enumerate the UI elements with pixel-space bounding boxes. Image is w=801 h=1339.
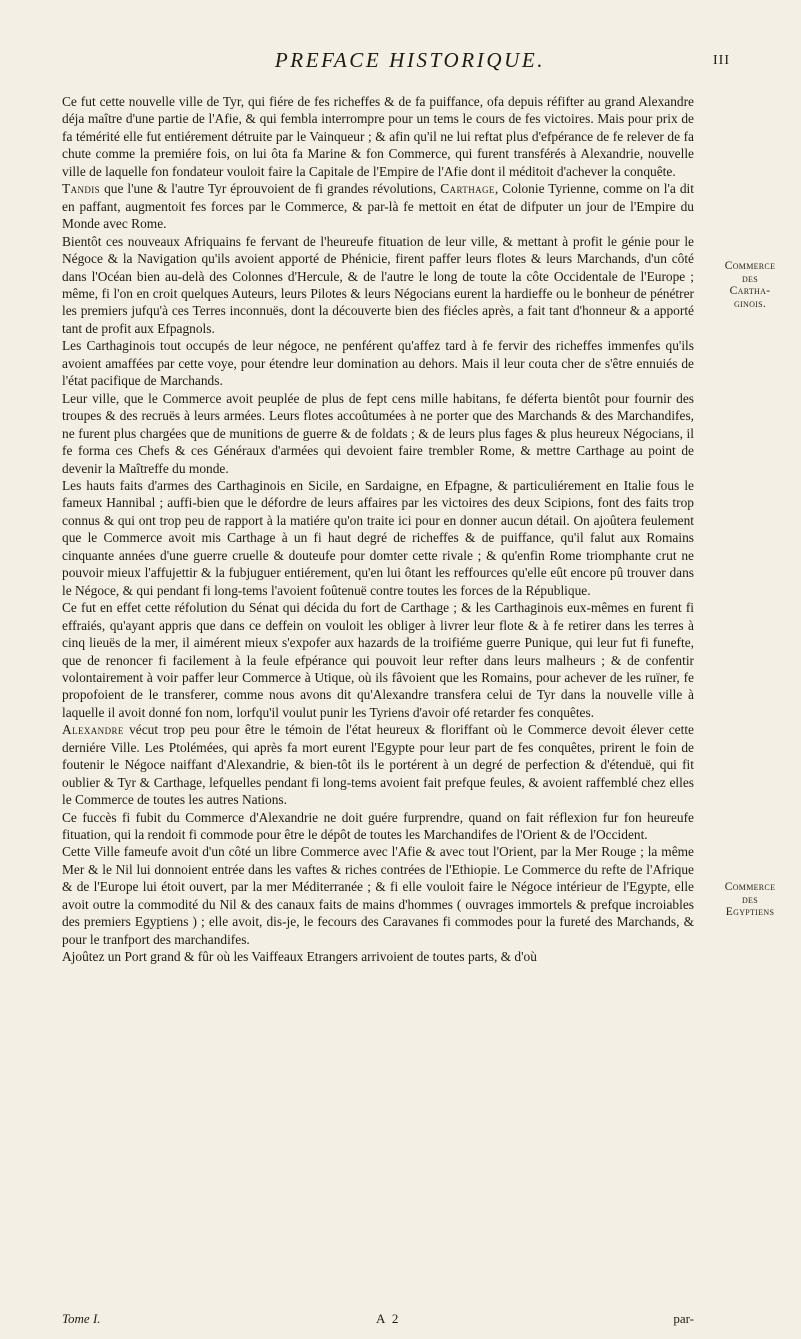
margin-note-line: ginois. <box>733 297 767 310</box>
paragraph: Les hauts faits d'armes des Carthaginois en Sicile, en Sardaigne, en Efpagne, & particuliérement en Italie fous le fameux Hannibal ; auffi-bien que le défordre de leurs affaires par les victoires des deux Scipions, font des faits trop connus & qui ont trop peu de rapport à la matiére qu'on traite ici pour en donner aucun détail. On ajoûtera feulement que le Commerce avoit mis Carthage à un fi haut degré de richeffes & de puiffance, qu'il falut aux Romains cinquante années d'une guerre cruelle & douteufe pour domter cette rivale ; & qu'enfin Rome triomphante crut ne pouvoir mieux l'affujettir & la fubjuguer entiérement, qu'en lui ôtant les reffources qu'elle eût encore pû trouver dans le Négoce, & qui pendant fi long-tems l'avoient foûtenuë contre toutes les forces de la République. <box>62 477 694 598</box>
paragraph: Ce fut cette nouvelle ville de Tyr, qui fiére de fes richeffes & de fa puiffance, ofa depuis réfifter au grand Alexandre déja maître d'une partie de l'Afie, & qui fembla interrompre pour un tems le cours de fes victoires. Mais pour prix de fa témérité elle fut entiérement détruite par le Vainqueur ; & afin qu'il ne lui reftat plus d'efpérance de fe relever de fa chute comme la premiére fois, on lui ôta fa Marine & fon Commerce, qui furent transférés à Alexandrie, nouvelle ville de laquelle fon fondateur vouloit faire la Capitale de l'Empire de l'Afie dont il méditoit d'achever la conquête. <box>62 94 694 179</box>
paragraph <box>62 180 694 232</box>
paragraph-text: que l'une & l'autre Tyr éprouvoient de fi grandes révolutions, <box>100 181 441 197</box>
paragraph: Ce fuccès fi fubit du Commerce d'Alexandrie ne doit guére furprendre, quand on fait réflexion fur fon heureufe fituation, qui la rendoit fi commode pour être le dépôt de toutes les Marchandifes de l'Orient & de l'Occident. <box>62 809 694 843</box>
lead-word: Tandis <box>62 181 101 197</box>
paragraph: Ce fut en effet cette réfolution du Sénat qui décida du fort de Carthage ; & les Carthaginois eux-mêmes en furent fi effraiés, qu'ayant appris que dans ce deffein on vouloit les obliger à livrer leur flote & à fe retirer dans les terres à cinq lieuës de la mer, il aimérent mieux s'expofer aux hazards de la troifiéme guerre Punique, qui leur fut fi funefte, que de renoncer fi facilement à la feule efpérance qui pouvoit leur refter dans leurs malheurs ; & de confentir volontairement à voir paffer leur Commerce à Utique, où ils fâvoient que les Romains, pour achever de les ruïner, fe propofoient de le transferer, comme nous avons dit qu'Alexandre transfera celui de Tyr dans la nouvelle ville à laquelle il avoit donné fon nom, lorfqu'il voulut punir les Tyriens d'avoir ofé retarder fes conquêtes. <box>62 600 694 720</box>
margin-note-line: des <box>741 893 758 906</box>
signature-mark: A 2 <box>376 1311 401 1326</box>
paragraph: Ajoûtez un Port grand & fûr où les Vaiffeaux Etrangers arrivoient de toutes parts, & d'où <box>62 949 537 965</box>
margin-note-carthaginois <box>700 260 800 310</box>
margin-note-line: Commerce <box>724 260 776 272</box>
tome-label: Tome I. <box>62 1311 101 1326</box>
margin-note-egyptiens <box>700 881 800 919</box>
paragraph: Bientôt ces nouveaux Afriquains fe fervant de l'heureufe fituation de leur ville, & mettant à profit le génie pour le Négoce & la Navigation qu'ils avoient apporté de Phénicie, firent paffer leurs flotes & leurs Marchands, d'un côté dans l'Océan bien au-delà des Colonnes d'Hercule, & de l'autre le long de toute la côte Occidentale de l'Europe ; même, fi l'on en croit quelques Auteurs, leurs Pilotes & leurs Négocians eurent la hardieffe ou le bonheur de pénétrer les premiers jufqu'à ces Terres inconnuës, dont la découverte bien des fiécles après, a fait tant d'honneur & a apporté tant de profit aux Efpagnols. <box>62 233 694 336</box>
paragraph <box>62 721 694 808</box>
body-text <box>62 93 694 966</box>
catchword: par- <box>673 1311 694 1326</box>
carthage-word: Carthage <box>440 181 495 197</box>
paragraph: Les Carthaginois tout occupés de leur négoce, ne penférent qu'affez tard à fe fervir des richeffes immenfes qu'ils avoient amaffées par cette voye, pour étendre leur domination au dehors. Mais il leur couta cher de s'être ennuiés de l'état pacifique de Marchands. <box>62 338 694 389</box>
paragraph-text: , Colonie Tyrienne, comme on l'a dit en paffant, augmentoit fes forces par le Commerce, & par-là fe mettoit en état de difputer un jour de l'Empire du Monde avec Rome. <box>62 181 694 232</box>
paragraph: Leur ville, que le Commerce avoit peuplée de plus de fept cens mille habitans, fe déferta bientôt pour fournir des troupes & des recruës à leurs armées. Leurs flotes accoûtumées à ne porter que des Marchands & des Marchandifes, ne furent plus chargées que de munitions de guerre & de foldats ; & de leurs plus fages & plus heureux Négocians, il fe forma ces Chefs & ces Généraux d'armées qui devoient faire trembler Rome, & mettre Carthage au point de devenir la Maîtreffe du monde. <box>62 390 694 476</box>
paragraph: Cette Ville fameufe avoit d'un côté un libre Commerce avec l'Afie & avec tout l'Orient, par la Mer Rouge ; la même Mer & le Nil lui donnoient entrée dans les vaftes & riches contrées de l'Ethiopie. Le Commerce du refte de l'Afrique & de l'Europe lui étoit ouvert, par la mer Méditerranée ; & fi elle vouloit faire le Négoce intérieur de l'Egypte, elle avoit outre la commodité du Nil & des canaux faits de mains d'hommes ( ouvrages immortels & prefque incroiables des premiers Egyptiens ) ; elle avoit, dis-je, le fecours des Caravanes fi commodes pour la fureté des Marchands, & pour le tranfport des marchandifes. <box>62 844 694 947</box>
lead-word: Alexandre <box>62 722 124 738</box>
margin-note-line: Cartha- <box>729 285 771 297</box>
margin-note-line: Commerce <box>724 881 776 893</box>
margin-note-line: des <box>741 272 758 285</box>
running-title: PREFACE HISTORIQUE. <box>274 48 546 72</box>
page-number: III <box>713 53 730 68</box>
page-header <box>90 48 730 78</box>
page-footer <box>62 1311 694 1331</box>
paragraph-text: vécut trop peu pour être le témoin de l'état heureux & floriffant où le Commerce devoit élever cette derniére Ville. Les Ptolémées, qui après fa mort eurent l'Egypte pour leur part de fes conquêtes, prirent le foin de foutenir le Négoce naiffant d'Alexandrie, & bien-tôt ils le portérent à un degré de perfection & d'étenduë, qui fit oublier & Tyr & Carthage, lefquelles pendant fi long-tems avoient fait prefque feules, & avoient raffemblé chez elles le Commerce de toutes les autres Nations. <box>62 722 694 808</box>
margin-note-line: Egyptiens <box>725 906 775 918</box>
